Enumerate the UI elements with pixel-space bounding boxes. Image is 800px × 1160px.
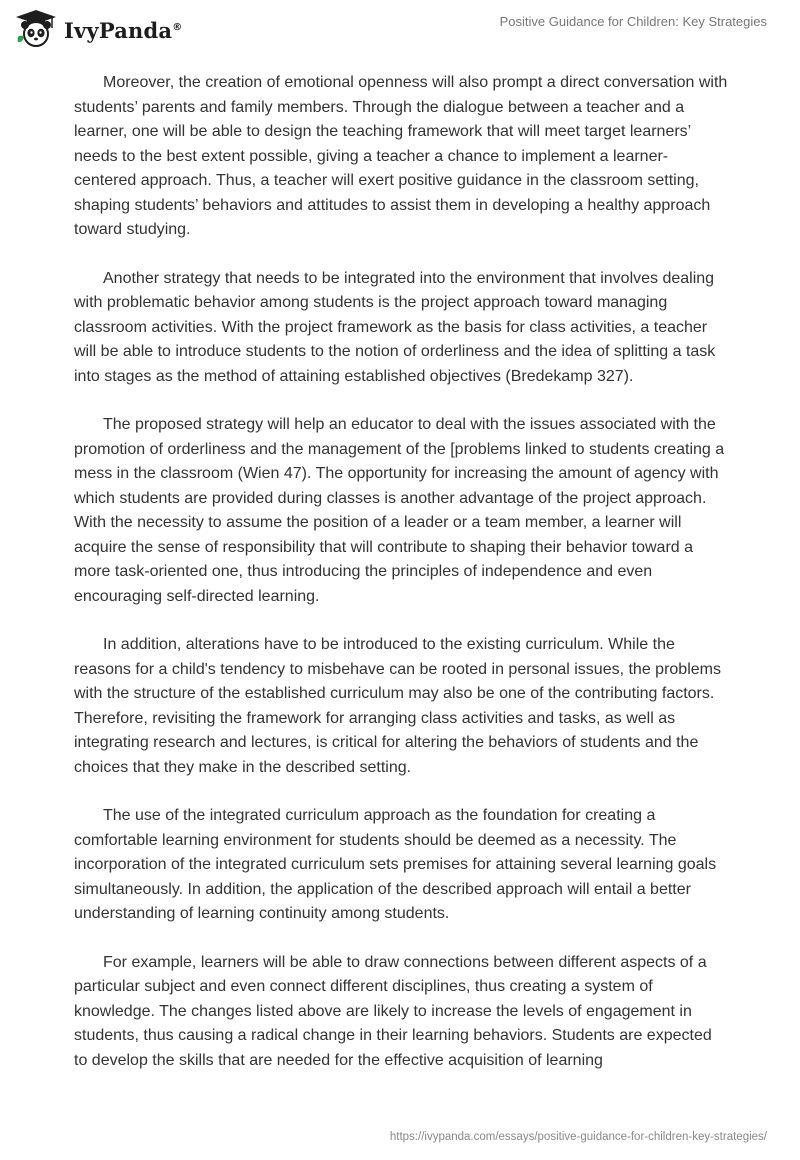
paragraph-1: Moreover, the creation of emotional openness will also prompt a direct conversation with students’ parents and family members. Through the dialogue between a teacher and a learner, one will be able to design the teaching framework that will meet target learners’ needs to the best extent possible, giving a teacher a chance to implement a learner-centered approach. Thus, a teacher will exert positive guidance in the classroom setting, shaping students’ behaviors and attitudes to assist them in developing a healthy approach toward studying. [74, 74, 728, 238]
logo-wordmark: IvyPanda® [64, 18, 183, 43]
paragraph-4: In addition, alterations have to be introduced to the existing curriculum. While the reasons for a child's tendency to misbehave can be rooted in personal issues, the problems with the structure of the established curriculum may also be one of the contributing factors. Therefore, revisiting the framework for arranging class activities and tasks, as well as integrating research and lectures, is critical for altering the behaviors of students and the choices that they make in the described setting. [74, 636, 721, 776]
paragraph-6: For example, learners will be able to draw connections between different aspects of a particular subject and even connect different disciplines, thus creating a system of knowledge. The changes listed above are likely to increase the levels of engagement in students, thus causing a radical change in their learning behaviors. Students are expected to develop the skills that are needed for the effective acquisition of learning [74, 953, 712, 1069]
page-header [0, 0, 800, 60]
paragraph-3: The proposed strategy will help an educator to deal with the issues associated with the promotion of orderliness and the management of the [problems linked to students creating a mess in the classroom (Wien 47). The opportunity for increasing the amount of agency with which students are provided during classes is another advantage of the project approach. With the necessity to assume the position of a leader or a team member, a learner will acquire the sense of responsibility that will contribute to shaping their behavior toward a more task-oriented one, thus introducing the principles of independence and even encouraging self-directed learning. [74, 416, 725, 605]
paragraph-2: Another strategy that needs to be integrated into the environment that involves dealing with problematic behavior among students is the project approach toward managing classroom activities. With the project framework as the basis for class activities, a teacher will be able to introduce students to the notion of orderliness and the idea of splitting a task into stages as the method of attaining established objectives (Bredekamp 327). [74, 269, 716, 385]
registered-mark: ® [172, 22, 183, 33]
source-url-link[interactable]: https://ivypanda.com/essays/positive-guidance-for-children-key-strategies/ [389, 1131, 767, 1143]
paragraph-5: The use of the integrated curriculum approach as the foundation for creating a comfortable learning environment for students should be deemed as a necessity. The incorporation of the integrated curriculum sets premises for attaining several learning goals simultaneously. In addition, the application of the described approach will entail a better understanding of learning continuity among students. [74, 807, 717, 922]
panda-graduate-icon [14, 8, 58, 53]
document-title: Positive Guidance for Children: Key Strategies [499, 14, 767, 29]
ivypanda-logo[interactable] [14, 8, 182, 53]
essay-body [74, 71, 729, 1097]
